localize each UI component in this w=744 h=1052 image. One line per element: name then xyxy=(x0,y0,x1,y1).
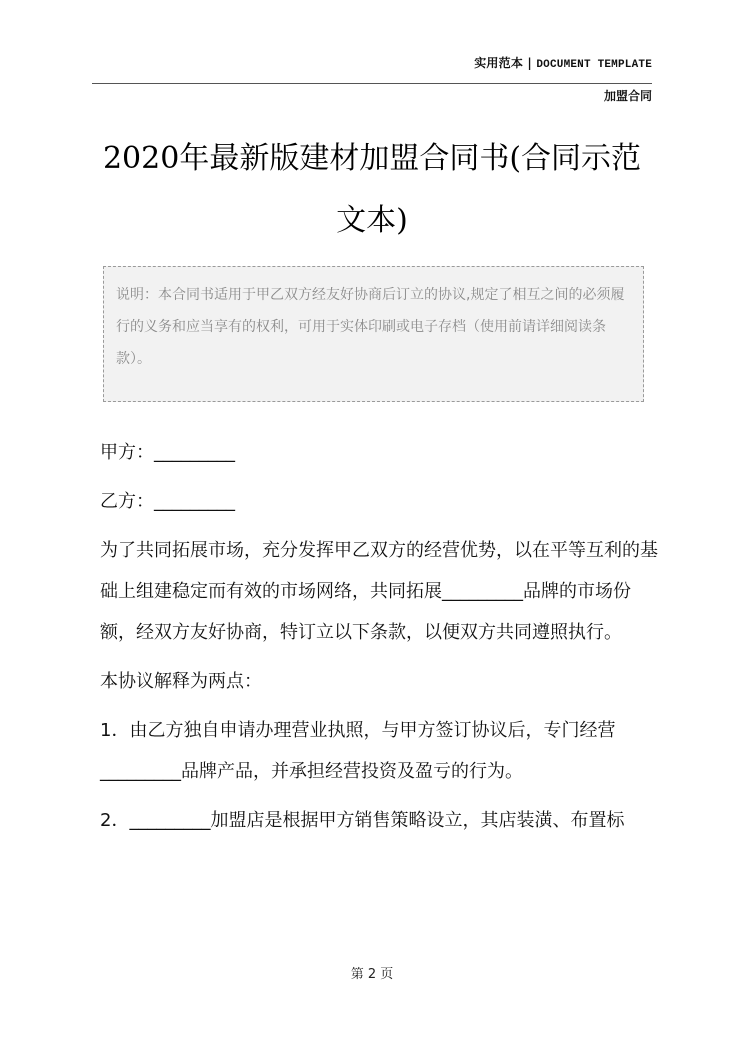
note-text: 说明：本合同书适用于甲乙双方经友好协商后订立的协议,规定了相互之间的必须履行的义务和应当享有的权利，可用于实体印刷或电子存档（使用前请详细阅读条款）。 xyxy=(116,287,625,367)
party-a-line: 甲方：_________ xyxy=(100,442,235,463)
explain-paragraph: 本协议解释为两点： xyxy=(100,671,262,692)
party-b-line: 乙方：_________ xyxy=(100,491,235,512)
header-brand-line xyxy=(474,54,652,71)
intro-paragraph: 为了共同拓展市场，充分发挥甲乙双方的经营优势，以在平等互利的基础上组建稳定而有效的市场网络，共同拓展_________品牌的市场份额，经双方友好协商，特订立以下条款，以便双方共同遵照执行。 xyxy=(100,540,658,643)
clause-2: 2．_________加盟店是根据甲方销售策略设立，其店装潢、布置标 xyxy=(100,810,625,831)
page-number: 第 2 页 xyxy=(350,967,394,982)
document-body xyxy=(100,432,658,841)
header-separator: | xyxy=(523,56,537,70)
header-divider xyxy=(92,83,652,84)
document-title: 2020年最新版建材加盟合同书(合同示范文本) xyxy=(102,141,642,238)
header-template-label: DOCUMENT TEMPLATE xyxy=(536,59,652,71)
clause-1: 1．由乙方独自申请办理营业执照，与甲方签订协议后，专门经营_________品牌产品，并承担经营投资及盈亏的行为。 xyxy=(100,720,616,782)
note-box xyxy=(103,266,644,402)
header-brand: 实用范本 xyxy=(474,56,524,70)
header-category: 加盟合同 xyxy=(603,89,652,103)
